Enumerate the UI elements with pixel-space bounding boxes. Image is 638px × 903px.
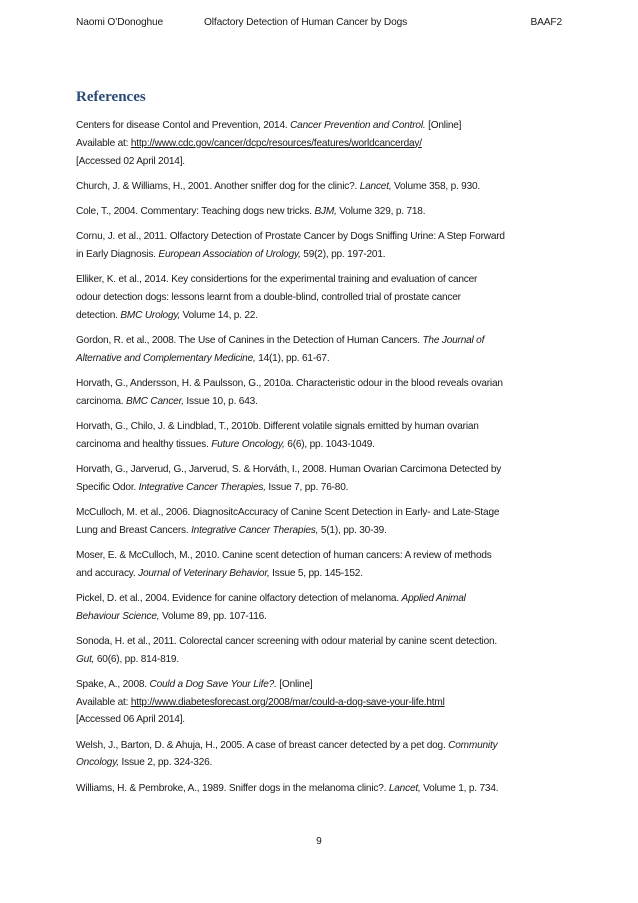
reference-text: Horvath, G., Jarverud, G., Jarverud, S. & Horváth, I., 2008. Human Ovarian Carcimona Detected by bbox=[76, 463, 502, 475]
reference-journal: Integrative Cancer Therapies, bbox=[138, 481, 266, 493]
reference-moser bbox=[76, 547, 570, 583]
reference-text: Volume 89, pp. 107-116. bbox=[159, 610, 267, 622]
reference-text: Horvath, G., Andersson, H. & Paulsson, G., 2010a. Characteristic odour in the blood reveals ovarian bbox=[76, 377, 503, 389]
reference-text: Welsh, J., Barton, D. & Ahuja, H., 2005. A case of breast cancer detected by a pet dog. bbox=[76, 739, 449, 751]
reference-text: Williams, H. & Pembroke, A., 1989. Sniffer dogs in the melanoma clinic?. bbox=[76, 782, 389, 794]
header-code: BAAF2 bbox=[530, 17, 562, 28]
reference-cornu bbox=[76, 228, 570, 264]
reference-text: Horvath, G., Chilo, J. & Lindblad, T., 2010b. Different volatile signals emitted by human ovarian bbox=[76, 420, 479, 432]
reference-text: Gordon, R. et al., 2008. The Use of Canines in the Detection of Human Cancers. bbox=[76, 334, 423, 346]
reference-text: Issue 2, pp. 324-326. bbox=[118, 757, 213, 769]
header-title: Olfactory Detection of Human Cancer by Dogs bbox=[204, 17, 408, 28]
reference-mcculloch bbox=[76, 504, 570, 540]
reference-text: [Online] bbox=[425, 120, 462, 131]
reference-journal: European Association of Urology, bbox=[158, 248, 301, 260]
reference-text: Issue 7, pp. 76-80. bbox=[265, 481, 349, 493]
reference-text: Volume 329, p. 718. bbox=[336, 205, 426, 217]
page-number: 9 bbox=[316, 836, 322, 847]
reference-text: Volume 1, p. 734. bbox=[420, 782, 499, 794]
reference-elliker bbox=[76, 271, 570, 324]
reference-journal: Community bbox=[448, 739, 498, 751]
reference-journal: Integrative Cancer Therapies, bbox=[191, 524, 319, 536]
reference-text: Moser, E. & McCulloch, M., 2010. Canine scent detection of human cancers: A review of methods bbox=[76, 549, 492, 561]
header-author: Naomi O’Donoghue bbox=[76, 17, 164, 28]
reference-text: Sonoda, H. et al., 2011. Colorectal cancer screening with odour material by canine scent detection. bbox=[76, 635, 498, 647]
reference-journal: BJM, bbox=[314, 205, 337, 217]
reference-text: Cornu, J. et al., 2011. Olfactory Detection of Prostate Cancer by Dogs Sniffing Urine: A Step Forward bbox=[76, 231, 505, 243]
reference-text: [Online] bbox=[276, 678, 313, 690]
reference-text: McCulloch, M. et al., 2006. DiagnositcAccuracy of Canine Scent Detection in Early- and Late-Stage bbox=[76, 506, 500, 518]
reference-text: Lung and Breast Cancers. bbox=[76, 524, 192, 536]
reference-cole bbox=[76, 203, 570, 221]
reference-journal: Future Oncology, bbox=[211, 438, 285, 450]
reference-journal: Alternative and Complementary Medicine, bbox=[76, 352, 256, 364]
reference-text: 59(2), pp. 197-201. bbox=[300, 248, 386, 260]
reference-journal: Applied Animal bbox=[401, 592, 466, 604]
reference-text: 14(1), pp. 61-67. bbox=[255, 352, 330, 364]
reference-gordon bbox=[76, 332, 570, 368]
reference-text: Available at: bbox=[76, 137, 131, 149]
reference-text: in Early Diagnosis. bbox=[76, 248, 159, 260]
reference-sonoda bbox=[76, 633, 570, 669]
reference-text: Spake, A., 2008. bbox=[76, 678, 150, 690]
reference-text: Available at: bbox=[76, 696, 131, 708]
reference-journal: Journal of Veterinary Behavior, bbox=[138, 567, 270, 579]
references-heading: References bbox=[76, 89, 146, 105]
reference-journal: Oncology, bbox=[76, 757, 119, 769]
reference-text: Specific Odor. bbox=[76, 481, 139, 493]
reference-journal: BMC Urology, bbox=[120, 309, 181, 321]
reference-text: Issue 5, pp. 145-152. bbox=[269, 567, 363, 579]
page-header bbox=[76, 17, 562, 31]
reference-journal: Behaviour Science, bbox=[76, 610, 160, 622]
reference-journal: Lancet, bbox=[388, 782, 421, 794]
reference-cdc bbox=[76, 117, 570, 170]
reference-pickel bbox=[76, 590, 570, 626]
reference-text: [Accessed 06 April 2014]. bbox=[76, 714, 185, 726]
reference-text: 6(6), pp. 1043-1049. bbox=[284, 438, 375, 450]
reference-text: Volume 358, p. 930. bbox=[391, 180, 481, 192]
reference-title: Could a Dog Save Your Life?. bbox=[149, 678, 277, 690]
reference-text: Centers for disease Contol and Prevention, 2014. bbox=[76, 120, 291, 131]
reference-welsh bbox=[76, 737, 570, 773]
reference-horvath-2010b bbox=[76, 418, 570, 454]
reference-text: Cole, T., 2004. Commentary: Teaching dogs new tricks. bbox=[76, 205, 315, 217]
reference-journal: Gut, bbox=[76, 653, 95, 665]
reference-text: and accuracy. bbox=[76, 567, 139, 579]
reference-text: 60(6), pp. 814-819. bbox=[94, 653, 179, 665]
reference-link[interactable]: http://www.cdc.gov/cancer/dcpc/resources/features/worldcancerday/ bbox=[130, 137, 422, 149]
reference-text: Volume 14, p. 22. bbox=[180, 309, 258, 321]
reference-church bbox=[76, 178, 570, 196]
reference-text: 5(1), pp. 30-39. bbox=[318, 524, 387, 536]
references-list bbox=[76, 117, 570, 805]
reference-text: Church, J. & Williams, H., 2001. Another sniffer dog for the clinic?. bbox=[76, 180, 360, 192]
reference-horvath-2008 bbox=[76, 461, 570, 497]
reference-williams bbox=[76, 780, 570, 798]
reference-journal: Lancet, bbox=[359, 180, 392, 192]
reference-journal: BMC Cancer, bbox=[125, 395, 184, 407]
reference-spake bbox=[76, 676, 570, 729]
reference-title: Cancer Prevention and Control. bbox=[290, 120, 426, 131]
reference-text: Elliker, K. et al., 2014. Key considertions for the experimental training and evaluation of cancer bbox=[76, 274, 478, 286]
reference-text: odour detection dogs: lessons learnt from a double-blind, controlled trial of prostate cancer bbox=[76, 291, 461, 303]
reference-text: Issue 10, p. 643. bbox=[183, 395, 258, 407]
reference-text: carcinoma. bbox=[76, 395, 126, 407]
reference-text: detection. bbox=[76, 309, 121, 321]
reference-journal: The Journal of bbox=[422, 334, 485, 346]
reference-text: Pickel, D. et al., 2004. Evidence for canine olfactory detection of melanoma. bbox=[76, 592, 402, 604]
reference-text: carcinoma and healthy tissues. bbox=[76, 438, 212, 450]
reference-link[interactable]: http://www.diabetesforecast.org/2008/mar/could-a-dog-save-your-life.html bbox=[130, 696, 445, 708]
reference-text: [Accessed 02 April 2014]. bbox=[76, 155, 185, 167]
reference-horvath-2010a bbox=[76, 375, 570, 411]
